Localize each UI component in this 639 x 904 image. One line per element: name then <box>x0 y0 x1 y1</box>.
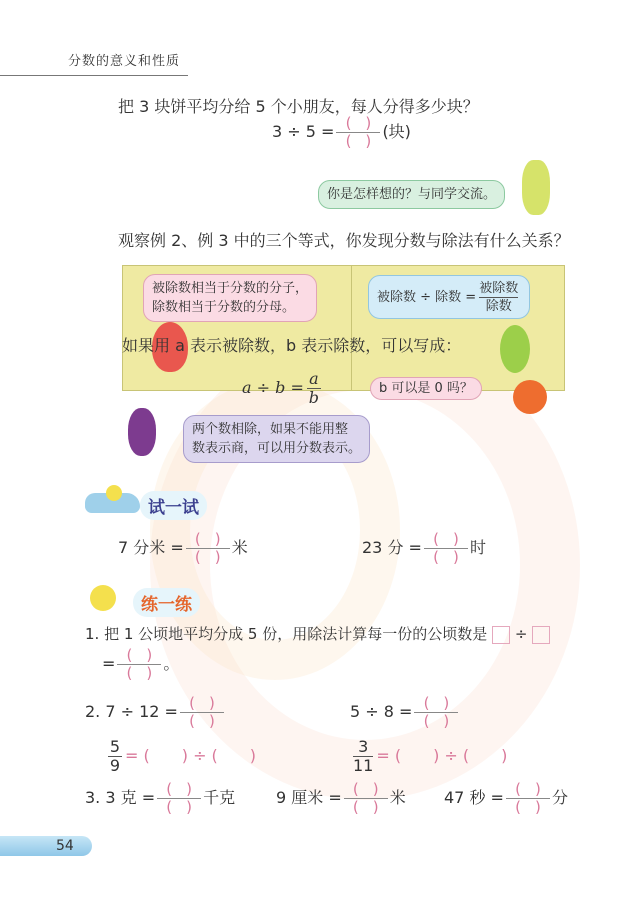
general-text: 如果用 a 表示被除数，b 表示除数，可以写成： <box>122 336 462 355</box>
fraction-blank[interactable]: $\frac{()}{()}$ <box>424 531 468 566</box>
fraction-blank[interactable]: $\frac{()}{()}$ <box>157 781 201 816</box>
practice-q1 <box>85 624 550 644</box>
speech-bubble-note <box>183 415 370 463</box>
try-item-1 <box>118 530 248 566</box>
practice-q2c <box>105 738 256 775</box>
period: 。 <box>163 654 180 673</box>
item-unit: 分 <box>551 788 568 807</box>
try-item-2 <box>362 530 486 566</box>
item-unit: 米 <box>389 788 406 807</box>
q1-text: 1. 把 1 公顷地平均分成 5 份，用除法计算每一份的公顷数是 <box>85 625 488 643</box>
practice-q3-2 <box>276 780 406 816</box>
answer-box[interactable] <box>532 626 550 644</box>
answer-box[interactable] <box>492 626 510 644</box>
equation-left: 3 ÷ 5 = <box>272 122 335 141</box>
formula-numerator: a <box>309 369 319 388</box>
formula-left: a ÷ b = <box>242 378 304 397</box>
panel-divider <box>351 266 352 390</box>
denominator: 11 <box>353 756 374 775</box>
item-left: 7 分米 = <box>118 538 184 557</box>
speech-bubble-discuss: 你是怎样想的？与同学交流。 <box>318 180 505 209</box>
tomato-character-icon <box>513 380 547 414</box>
practice-q3-1 <box>85 780 235 816</box>
blank-division[interactable]: = ( ) ÷ ( ) <box>376 746 508 765</box>
formula-denominator: 除数 <box>485 298 512 314</box>
fraction-blank[interactable]: $\frac{()}{()}$ <box>344 781 388 816</box>
fraction-blank[interactable]: $\frac{()}{()}$ <box>336 115 380 150</box>
example-equation <box>272 114 411 150</box>
item-unit: 米 <box>231 538 248 557</box>
practice-q2b <box>350 694 464 730</box>
header-rule <box>0 75 188 76</box>
item-left: 9 厘米 = <box>276 788 342 807</box>
divide-sign: ÷ <box>514 625 528 643</box>
numerator: 5 <box>109 737 121 756</box>
formula-left: 被除数 ÷ 除数 = <box>377 289 477 305</box>
corn-character-icon <box>522 160 550 215</box>
observe-question: 观察例 2、例 3 中的三个等式，你发现分数与除法有什么关系？ <box>118 231 570 250</box>
item-left: 47 秒 = <box>444 788 504 807</box>
practice-q2d <box>350 738 507 775</box>
fraction-blank[interactable]: $\frac{()}{()}$ <box>180 695 224 730</box>
general-formula <box>242 370 324 407</box>
practice-q3-3 <box>444 780 568 816</box>
unit: (块) <box>382 122 411 141</box>
blank-division[interactable]: = ( ) ÷ ( ) <box>125 746 257 765</box>
denominator: 9 <box>109 756 121 775</box>
example-question: 把 3 块饼平均分给 5 个小朋友，每人分得多少块？ <box>118 97 479 116</box>
equals-sign: = <box>102 654 116 673</box>
speech-bubble-numerator <box>143 274 317 322</box>
bubble-line: 数表示商，可以用分数表示。 <box>192 441 362 456</box>
q2b-text: 5 ÷ 8 = <box>350 702 413 721</box>
q2a-text: 2. 7 ÷ 12 = <box>85 702 178 721</box>
page-number: 54 <box>0 836 92 856</box>
bubble-line: 被除数相当于分数的分子， <box>152 281 309 296</box>
speech-bubble-formula <box>368 275 530 319</box>
practice-section-label: 练一练 <box>133 588 200 617</box>
thought-bubble-zero: b 可以是 0 吗？ <box>370 377 482 400</box>
item-left: 3. 3 克 = <box>85 788 156 807</box>
lemon-bike-icon <box>90 585 116 611</box>
fraction-blank[interactable]: $\frac{()}{()}$ <box>186 531 230 566</box>
bubble-line: 两个数相除，如果不能用整 <box>192 422 349 437</box>
eggplant-character-icon <box>128 408 156 456</box>
numerator: 3 <box>358 737 369 756</box>
practice-q2a <box>85 694 229 730</box>
bubble-line: 除数相当于分数的分母。 <box>152 300 296 315</box>
practice-q1-result <box>102 646 179 682</box>
chapter-title: 分数的意义和性质 <box>68 54 181 69</box>
fraction-blank[interactable]: $\frac{()}{()}$ <box>414 695 458 730</box>
formula-numerator: 被除数 <box>479 280 519 296</box>
item-unit: 千克 <box>203 788 236 807</box>
item-unit: 时 <box>469 538 486 557</box>
pepper-character-icon <box>500 325 530 373</box>
lemon-driver-icon <box>106 485 122 501</box>
item-left: 23 分 = <box>362 538 422 557</box>
fraction-blank[interactable]: $\frac{()}{()}$ <box>117 647 161 682</box>
fraction-blank[interactable]: $\frac{()}{()}$ <box>506 781 550 816</box>
formula-denominator: b <box>308 388 319 407</box>
try-section-label: 试一试 <box>140 491 207 520</box>
